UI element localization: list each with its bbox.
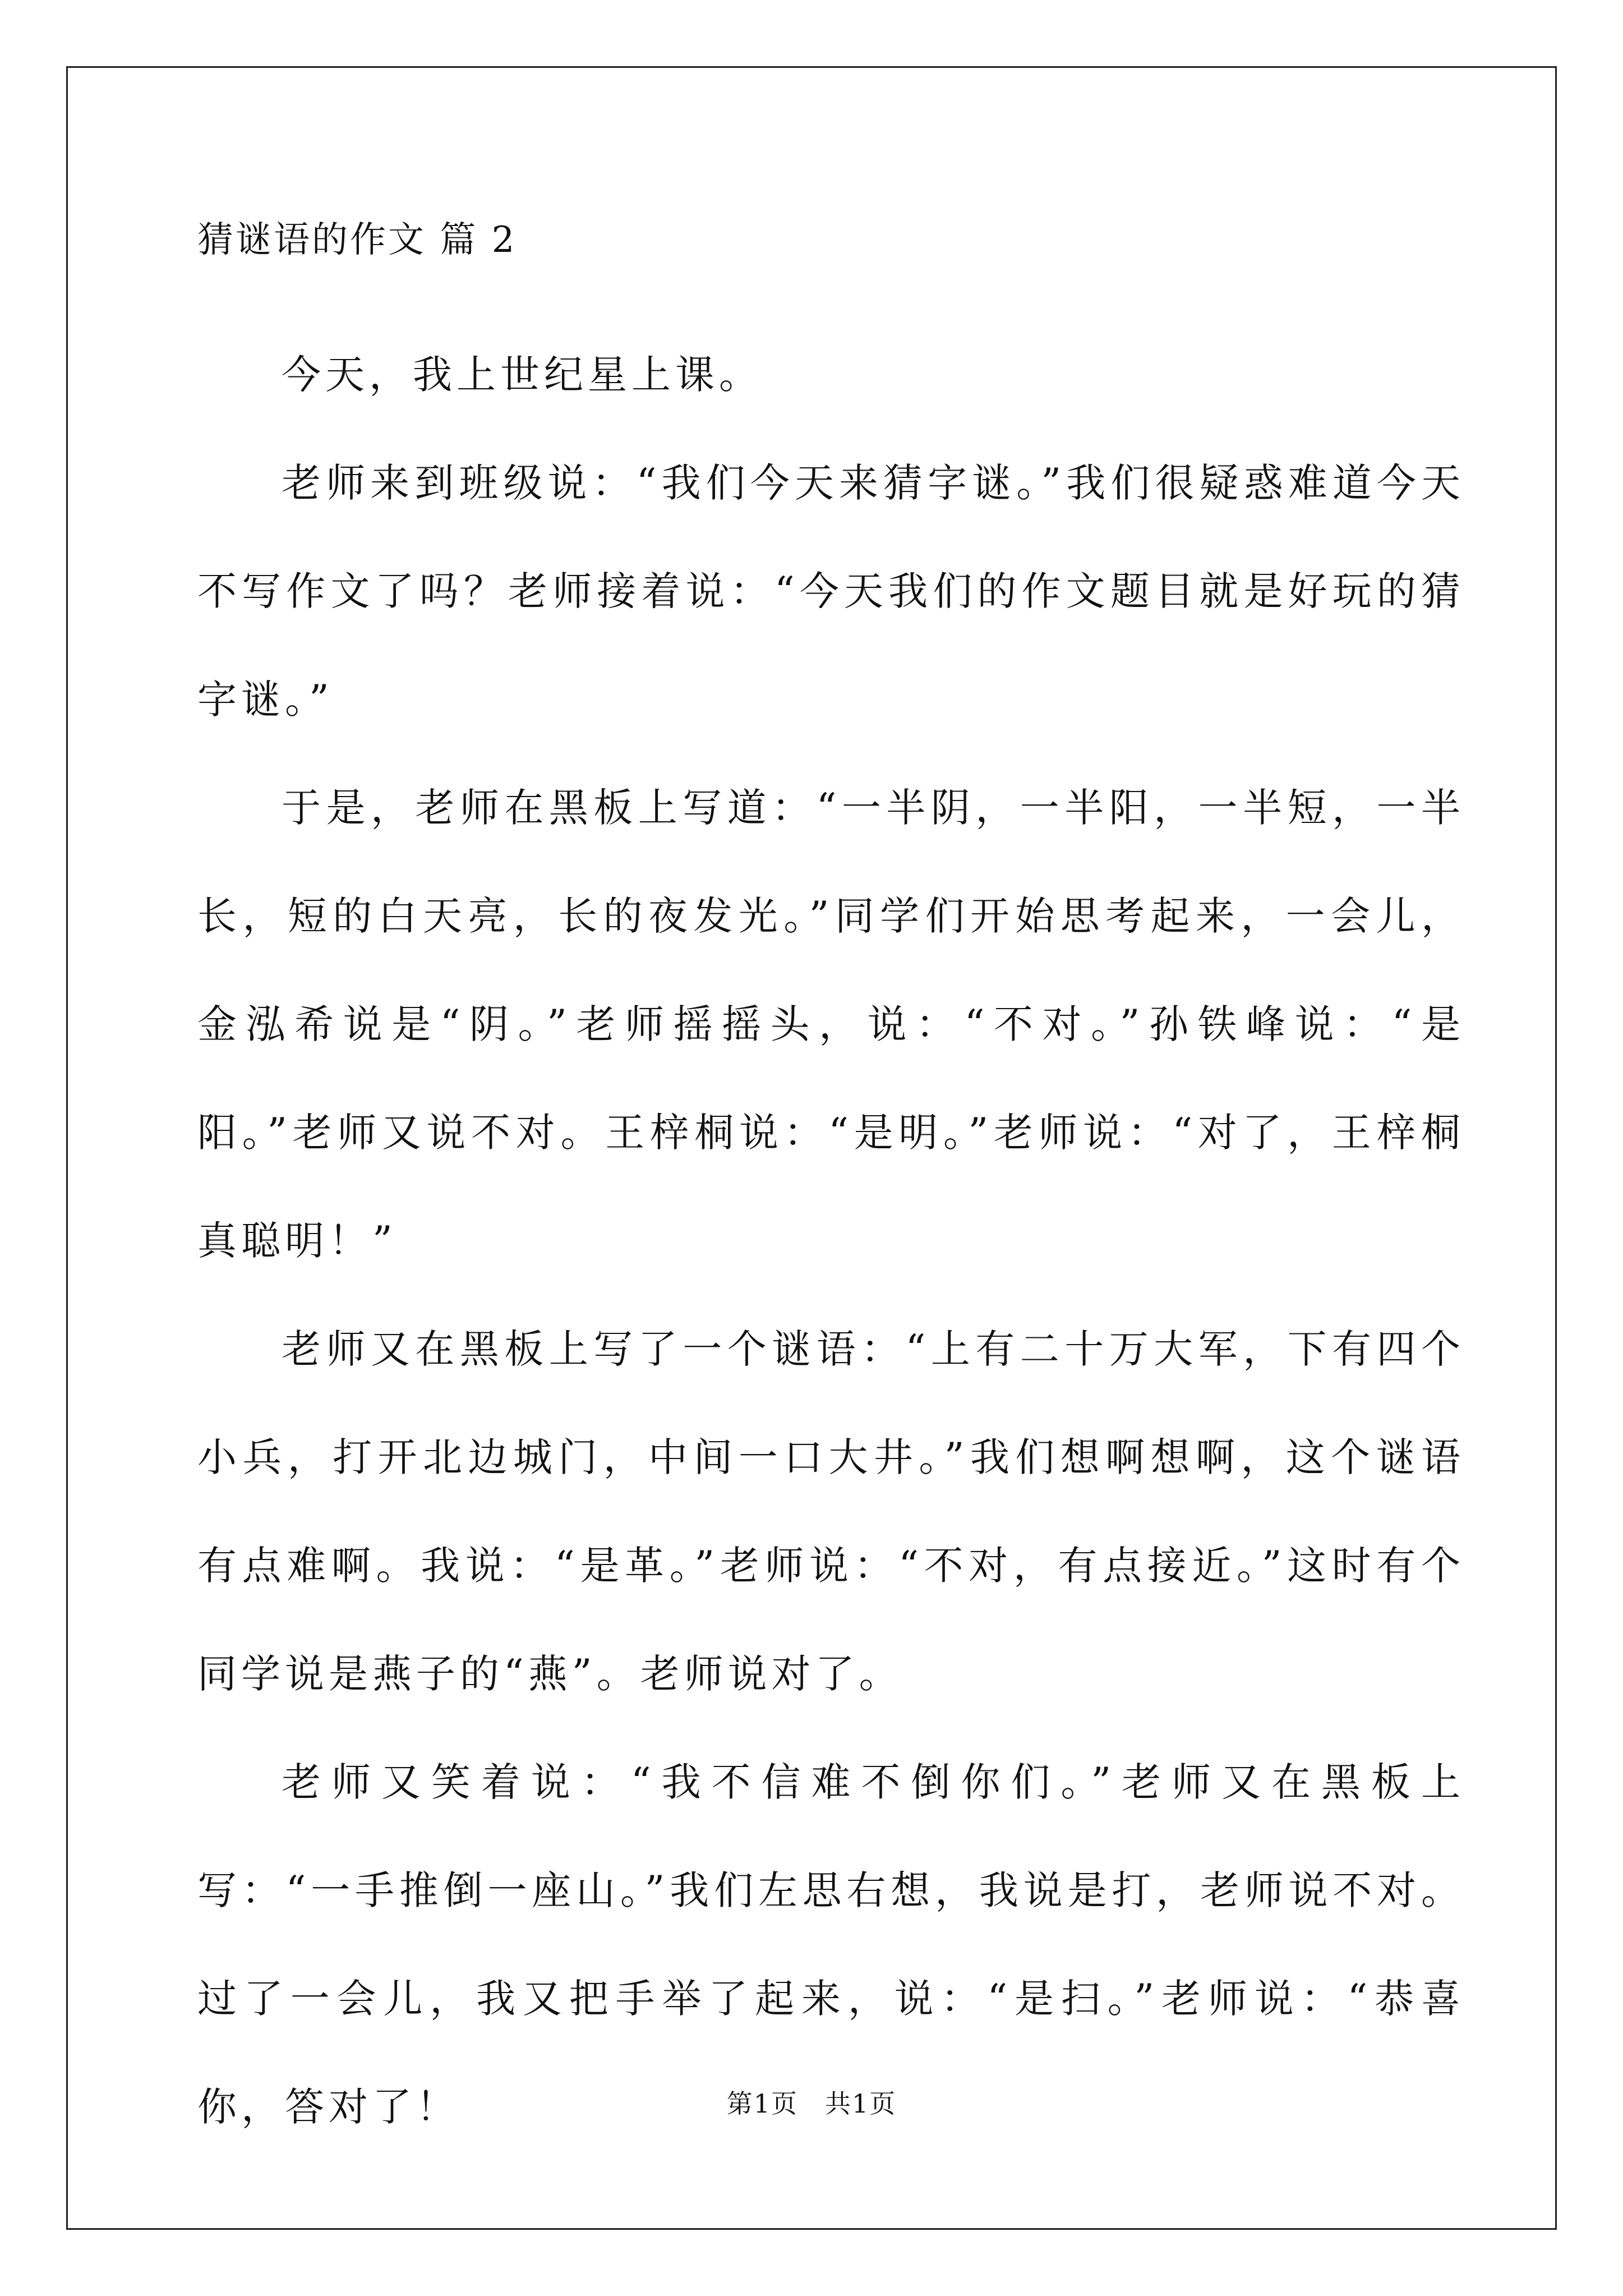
paragraph: 老师又在黑板上写了一个谜语：“上有二十万大军，下有四个小兵，打开北边城门，中间一口大井。”我们想啊想啊，这个谜语有点难啊。我说：“是革。”老师说：“不对，有点接近。”这时有个同学说是燕子的“燕”。老师说对了。	[197, 1326, 1465, 1697]
document-body	[197, 213, 1465, 2161]
paragraph: 老师来到班级说：“我们今天来猜字谜。”我们很疑惑难道今天不写作文了吗？老师接着说：“今天我们的作文题目就是好玩的猜字谜。”	[197, 460, 1465, 723]
page-footer: 第1页 共1页	[726, 2088, 897, 2119]
paragraph: 今天，我上世纪星上课。	[282, 352, 763, 398]
paragraph: 老师又笑着说：“我不信难不倒你们。”老师又在黑板上写：“一手推倒一座山。”我们左思右想，我说是打，老师说不对。过了一会儿，我又把手举了起来，说：“是扫。”老师说：“恭喜你，答对了！	[197, 1759, 1465, 2130]
paragraph: 于是，老师在黑板上写道：“一半阴，一半阳，一半短，一半长，短的白天亮，长的夜发光。”同学们开始思考起来，一会儿，金泓希说是“阴。”老师摇摇头，说：“不对。”孙铁峰说：“是阳。”老师又说不对。王梓桐说：“是明。”老师说：“对了，王梓桐真聪明！”	[197, 785, 1465, 1264]
document-title: 猜谜语的作文 篇 2	[197, 219, 517, 261]
